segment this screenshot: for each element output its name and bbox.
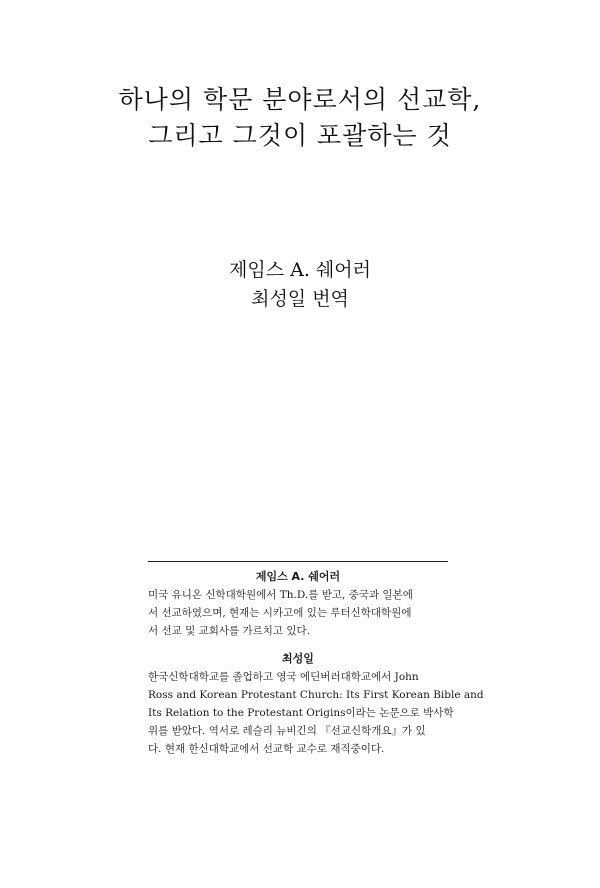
- bio-translator-line: 다. 현재 한신대학교에서 선교학 교수로 재직중이다.: [148, 743, 385, 755]
- bio-author-line: 서 선교하였으며, 현재는 시카고에 있는 루터신학대학원에: [148, 607, 412, 619]
- byline: [40, 256, 560, 314]
- bio-translator-text: [148, 668, 484, 758]
- bio-translator-line: 한국신학대학교를 졸업하고 영국 에딘버러대학교에서 John: [148, 671, 419, 683]
- bio-author-name: 제임스 A. 쉐어러: [255, 570, 341, 583]
- bio-author-line: 서 선교 및 교회사를 가르치고 있다.: [148, 625, 311, 637]
- bio-author-text: [148, 586, 448, 640]
- author-name: 제임스 A. 쉐어러: [229, 259, 371, 281]
- bio-spacer: [148, 640, 448, 650]
- bio-author-line: 미국 유니온 신학대학원에서 Th.D.를 받고, 중국과 일본에: [148, 589, 413, 601]
- bio-translator-line: 위를 받았다. 역서로 레슬리 뉴비긴의 『선교신학개요』가 있: [148, 725, 426, 737]
- author-bio-box: [148, 561, 484, 758]
- translator-name: 최성일 번역: [251, 288, 349, 310]
- article-title: [40, 82, 560, 154]
- bio-translator-name: 최성일: [282, 652, 314, 665]
- bio-translator-line: Ross and Korean Protestant Church: Its First Korean Bible and: [148, 689, 484, 701]
- title-line-2: 그리고 그것이 포괄하는 것: [148, 121, 452, 150]
- bio-translator-line: Its Relation to the Protestant Origins이라는 논문으로 박사학: [148, 707, 454, 719]
- title-line-1: 하나의 학문 분야로서의 선교학,: [118, 85, 482, 114]
